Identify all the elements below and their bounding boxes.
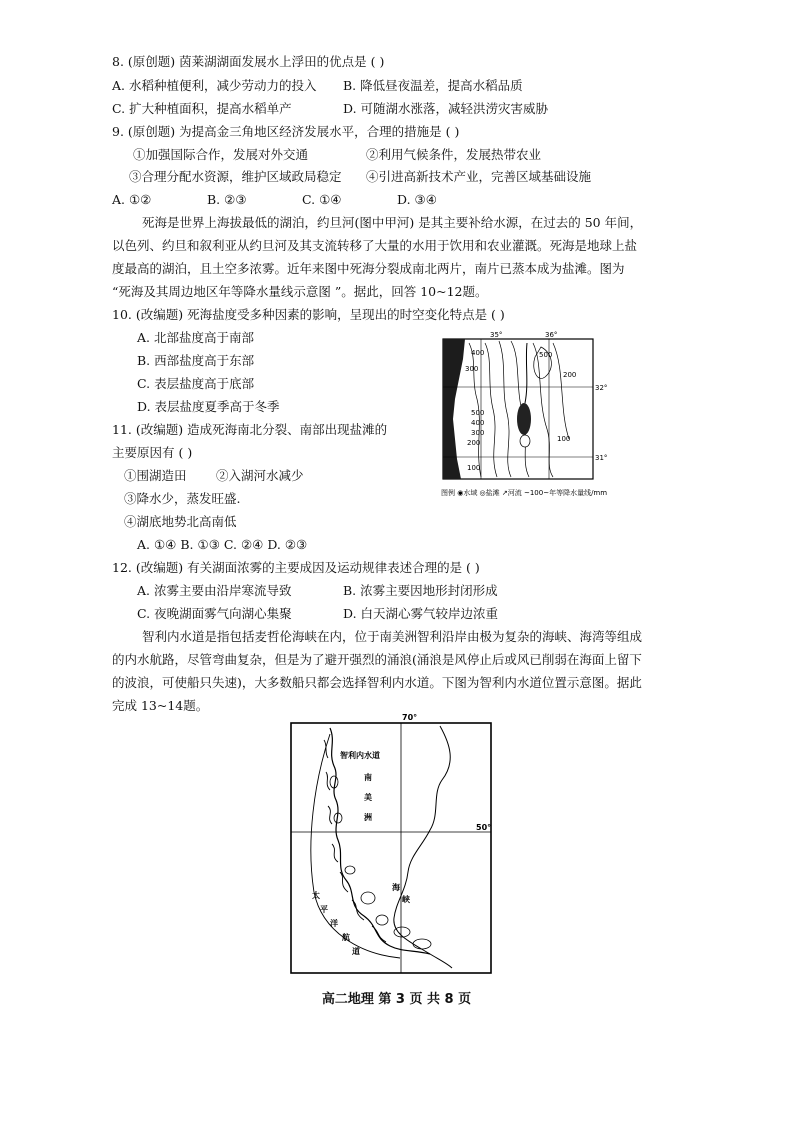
q10-stem: 10. (改编题) 死海盐度受多种因素的影响，呈现出的时空变化特点是 ( ) xyxy=(112,307,505,322)
q9-item-2: ②利用气候条件，发展热带农业 xyxy=(366,147,542,162)
q9-item-4: ④引进高新技术产业，完善区域基础设施 xyxy=(366,169,592,184)
map2-continent-label: 美 xyxy=(364,793,372,802)
q9-option-c: C. ①④ xyxy=(302,192,342,207)
q9-option-d: D. ③④ xyxy=(397,192,437,207)
q11-item-1: ①围湖造田 xyxy=(124,468,187,483)
map1-lat-label-31: 31° xyxy=(595,454,608,462)
map2-ocean-label: 航 xyxy=(342,933,350,942)
q9-option-a: A. ①② xyxy=(112,192,152,207)
map2-ocean-label: 洋 xyxy=(330,919,338,928)
page-footer: 高二地理 第 3 页 共 8 页 xyxy=(321,992,472,1007)
map1-isoline-label: 400 xyxy=(471,419,485,427)
q12-option-d: D. 白天湖心雾气较岸边浓重 xyxy=(343,606,499,621)
map2-strait-label: 峡 xyxy=(402,895,410,904)
map1-isoline-label: 100 xyxy=(557,435,571,443)
map1-isoline-label: 200 xyxy=(563,371,577,379)
q8-stem: 8. (原创题) 茵莱湖湖面发展水上浮田的优点是 ( ) xyxy=(112,54,385,69)
q9-item-1: ①加强国际合作，发展对外交通 xyxy=(133,147,309,162)
map1-isoline-label: 400 xyxy=(471,349,485,357)
map2-lon-label: 70° xyxy=(402,713,418,722)
deadsea-passage-line-3: 度最高的湖泊，且土空多浓雾。近年来图中死海分裂成南北两片，南片已蒸本成为盐滩。图为 xyxy=(112,261,625,276)
q9-option-b: B. ②③ xyxy=(207,192,247,207)
map2-continent-label: 南 xyxy=(364,773,372,782)
q11-stem-line-2: 主要原因有 ( ) xyxy=(112,445,193,460)
deadsea-passage-line-4: “死海及其周边地区年等降水量线示意图 ”。据此，回答 10~12题。 xyxy=(112,284,488,299)
map1-lon-label-36: 36° xyxy=(545,331,558,339)
map2-ocean-label: 道 xyxy=(352,947,360,956)
map2-strait-label: 海 xyxy=(392,883,400,892)
chile-passage-line-1: 智利内水道是指包括麦哲伦海峡在内，位于南美洲智利沿岸由极为复杂的海峡、海湾等组成 xyxy=(142,629,643,644)
q12-option-a: A. 浓雾主要由沿岸寒流导致 xyxy=(137,583,292,598)
q10-option-c: C. 表层盐度高于底部 xyxy=(137,376,255,391)
map1-isoline-label: 100 xyxy=(467,464,481,472)
deadsea-passage-line-1: 死海是世界上海拔最低的湖泊，约旦河(图中甲河) 是其主要补给水源，在过去的 50 年间， xyxy=(142,215,643,230)
q12-option-c: C. 夜晚湖面雾气向湖心集聚 xyxy=(137,606,292,621)
chile-passage-line-4: 完成 13~14题。 xyxy=(112,698,209,713)
q8-option-c: C. 扩大种植面积，提高水稻单产 xyxy=(112,101,292,116)
q11-stem-line-1: 11. (改编题) 造成死海南北分裂、南部出现盐滩的 xyxy=(112,422,388,437)
q11-item-4: ④湖底地势北高南低 xyxy=(124,514,237,529)
chile-inland-waterway-map xyxy=(290,713,492,974)
q8-option-a: A. 水稻种植便利，减少劳动力的投入 xyxy=(112,78,317,93)
q12-option-b: B. 浓雾主要因地形封闭形成 xyxy=(343,583,498,598)
q8-option-d: D. 可随湖水涨落，减轻洪涝灾害威胁 xyxy=(343,101,549,116)
map1-lat-label-32: 32° xyxy=(595,384,608,392)
q8-option-b: B. 降低昼夜温差，提高水稻品质 xyxy=(343,78,523,93)
deadsea-passage-line-2: 以色列、约旦和叙利亚从约旦河及其支流转移了大量的水用于饮用和农业灌溉。死海是地球上盐 xyxy=(112,238,638,253)
map1-lon-label-35: 35° xyxy=(490,331,503,339)
q11-options: A. ①④ B. ①③ C. ②④ D. ②③ xyxy=(137,537,308,552)
map2-ocean-label: 平 xyxy=(320,905,328,914)
q10-option-b: B. 西部盐度高于东部 xyxy=(137,353,255,368)
map1-isoline-label: 300 xyxy=(471,429,485,437)
q10-option-d: D. 表层盐度夏季高于冬季 xyxy=(137,399,280,414)
map2-lat-label: 50° xyxy=(476,823,492,832)
q11-item-3: ③降水少，蒸发旺盛. xyxy=(124,491,241,506)
map1-legend: 图例 ◉水域 ◎盐滩 ↗河流 ~100~年等降水量线/mm xyxy=(441,489,608,497)
map1-isoline-label: 500 xyxy=(539,351,553,359)
dead-sea-precipitation-map xyxy=(441,329,627,499)
q9-item-3: ③合理分配水资源，维护区域政局稳定 xyxy=(129,169,342,184)
q12-stem: 12. (改编题) 有关湖面浓雾的主要成因及运动规律表述合理的是 ( ) xyxy=(112,560,480,575)
map1-isoline-label: 500 xyxy=(471,409,485,417)
map2-ocean-label: 太 xyxy=(312,891,320,900)
chile-passage-line-3: 的波浪，可使船只失速)，大多数船只都会选择智利内水道。下图为智利内水道位置示意图。据此 xyxy=(112,675,642,690)
q10-option-a: A. 北部盐度高于南部 xyxy=(137,330,254,345)
map1-isoline-label: 200 xyxy=(467,439,481,447)
map2-continent-label: 洲 xyxy=(364,813,372,822)
q11-item-2: ②入湖河水减少 xyxy=(216,468,304,483)
q9-stem: 9. (原创题) 为提高金三角地区经济发展水平，合理的措施是 ( ) xyxy=(112,124,460,139)
map1-isoline-label: 300 xyxy=(465,365,479,373)
chile-passage-line-2: 的内水航路，尽管弯曲复杂，但是为了避开强烈的涌浪(涌浪是风停止后或风已削弱在海面上留下 xyxy=(112,652,642,667)
map2-channel-label: 智利内水道 xyxy=(340,751,380,760)
